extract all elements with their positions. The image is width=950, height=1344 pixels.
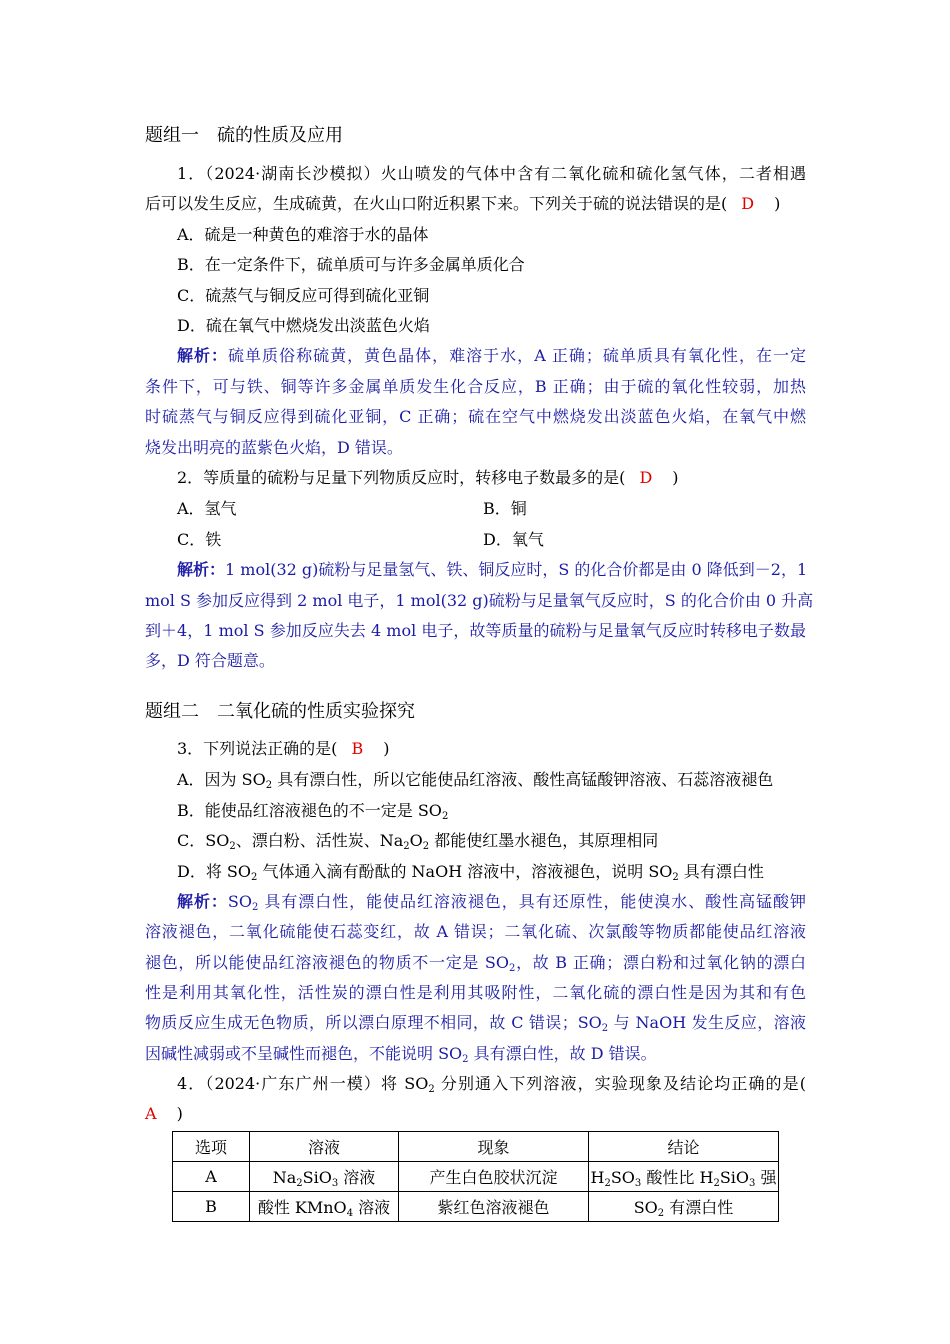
q1-analysis-line4: 烧发出明亮的蓝紫色火焰，D 错误。: [145, 438, 403, 457]
q1-stem-line1: 1．（2024·湖南长沙模拟）火山喷发的气体中含有二氧化硫和硫化氢气体，二者相遇: [177, 164, 806, 183]
q4-stem-line1: 4．（2024·广东广州一模）将 $SO_2$ 分别通入下列溶液，实验现象及结论均正确的是(: [177, 1074, 806, 1095]
q3-analysis-line6: 因碱性减弱或不呈碱性而褪色，不能说明 $SO_2$ 具有漂白性，故 D 错误。: [145, 1044, 657, 1065]
table-cell-conclusion: $SO_2$ 有漂白性: [589, 1192, 779, 1222]
table-header-cell: 现象: [399, 1132, 589, 1162]
q2-analysis-line1: 解析：1 mol(32 g)硫粉与足量氢气、铁、铜反应时，S 的化合价都是由 0 降低到－2，1: [177, 560, 808, 579]
q3-option-a: A．因为 $SO_2$ 具有漂白性，所以它能使品红溶液、酸性高锰酸钾溶液、石蕊溶液褪色: [177, 770, 774, 791]
q3-analysis-line4: 性是利用其氧化性，活性炭的漂白性是利用其吸附性，二氧化硫的漂白性是因为其和有色: [145, 983, 806, 1002]
q3-answer: B: [351, 739, 364, 758]
q4-table: [172, 1131, 779, 1222]
table-cell-option: A: [173, 1162, 250, 1192]
section-title-group1: 题组一 硫的性质及应用: [145, 125, 343, 146]
q1-option-b: B．在一定条件下，硫单质可与许多金属单质化合: [177, 255, 525, 274]
section-title-group2: 题组二 二氧化硫的性质实验探究: [145, 701, 415, 722]
q2-option-d: D．氧气: [483, 530, 544, 549]
q2-answer: D: [639, 468, 653, 487]
q4-answer: A: [145, 1104, 157, 1123]
q2-option-a: A．氢气: [177, 499, 237, 518]
q1-answer: D: [741, 194, 755, 213]
q2-analysis-line2: mol S 参加反应得到 2 mol 电子，1 mol(32 g)硫粉与足量氧气反应时，S 的化合价由 0 升高: [145, 591, 814, 610]
q2-stem: 2．等质量的硫粉与足量下列物质反应时，转移电子数最多的是( D ): [177, 468, 679, 487]
table-cell-solution: $Na_2SiO_3$ 溶液: [250, 1162, 399, 1192]
q1-stem-line2: 后可以发生反应，生成硫黄，在火山口附近积累下来。下列关于硫的说法错误的是( D ): [145, 194, 781, 213]
q3-option-c: C．$SO_2$、漂白粉、活性炭、$Na_2O_2$ 都能使红墨水褪色，其原理相同: [177, 831, 659, 852]
q4-stem-line2: A ): [145, 1104, 183, 1123]
q1-analysis-line3: 时硫蒸气与铜反应得到硫化亚铜，C 正确；硫在空气中燃烧发出淡蓝色火焰，在氧气中燃: [145, 407, 806, 426]
table-cell-phenomenon: 紫红色溶液褪色: [399, 1192, 589, 1222]
q1-analysis-line2: 条件下，可与铁、铜等许多金属单质发生化合反应，B 正确；由于硫的氧化性较弱，加热: [145, 377, 806, 396]
q2-analysis-line3: 到＋4，1 mol S 参加反应失去 4 mol 电子，故等质量的硫粉与足量氧气反应时转移电子数最: [145, 621, 806, 640]
q3-option-b: B．能使品红溶液褪色的不一定是 $SO_2$: [177, 801, 449, 822]
q3-option-d: D．将 $SO_2$ 气体通入滴有酚酞的 NaOH 溶液中，溶液褪色，说明 $SO_2$ 具有漂白性: [177, 862, 764, 883]
table-header-cell: 结论: [589, 1132, 779, 1162]
q3-analysis-line3: 褪色，所以能使品红溶液褪色的物质不一定是 $SO_2$，故 B 正确；漂白粉和过氧化钠的漂白: [145, 953, 806, 974]
q1-analysis-line1: 解析：硫单质俗称硫黄，黄色晶体，难溶于水，A 正确；硫单质具有氧化性，在一定: [177, 346, 806, 365]
q3-stem: 3．下列说法正确的是( B ): [177, 739, 390, 758]
table-cell-solution: 酸性 KMnO$_4$ 溶液: [250, 1192, 399, 1222]
table-row: [173, 1192, 779, 1222]
q1-option-d: D．硫在氧气中燃烧发出淡蓝色火焰: [177, 316, 430, 335]
q3-analysis-line2: 溶液褪色，二氧化硫能使石蕊变红，故 A 错误；二氧化硫、次氯酸等物质都能使品红溶液: [145, 922, 806, 941]
q2-option-c: C．铁: [177, 530, 222, 549]
table-header-cell: 溶液: [250, 1132, 399, 1162]
table-cell-phenomenon: 产生白色胶状沉淀: [399, 1162, 589, 1192]
q3-analysis-line5: 物质反应生成无色物质，所以漂白原理不相同，故 C 错误；$SO_2$ 与 NaOH 发生反应，溶液: [145, 1013, 806, 1034]
table-cell-conclusion: $H_2SO_3$ 酸性比 $H_2SiO_3$ 强: [589, 1162, 779, 1192]
q1-option-c: C．硫蒸气与铜反应可得到硫化亚铜: [177, 286, 430, 305]
q3-analysis-line1: 解析：$SO_2$ 具有漂白性，能使品红溶液褪色，具有还原性，能使溴水、酸性高锰酸钾: [177, 892, 806, 913]
table-row: [173, 1162, 779, 1192]
table-header-row: [173, 1132, 779, 1162]
q2-analysis-line4: 多，D 符合题意。: [145, 651, 275, 670]
q2-option-b: B．铜: [483, 499, 527, 518]
q1-option-a: A．硫是一种黄色的难溶于水的晶体: [177, 225, 429, 244]
table-cell-option: B: [173, 1192, 250, 1222]
table-header-cell: 选项: [173, 1132, 250, 1162]
